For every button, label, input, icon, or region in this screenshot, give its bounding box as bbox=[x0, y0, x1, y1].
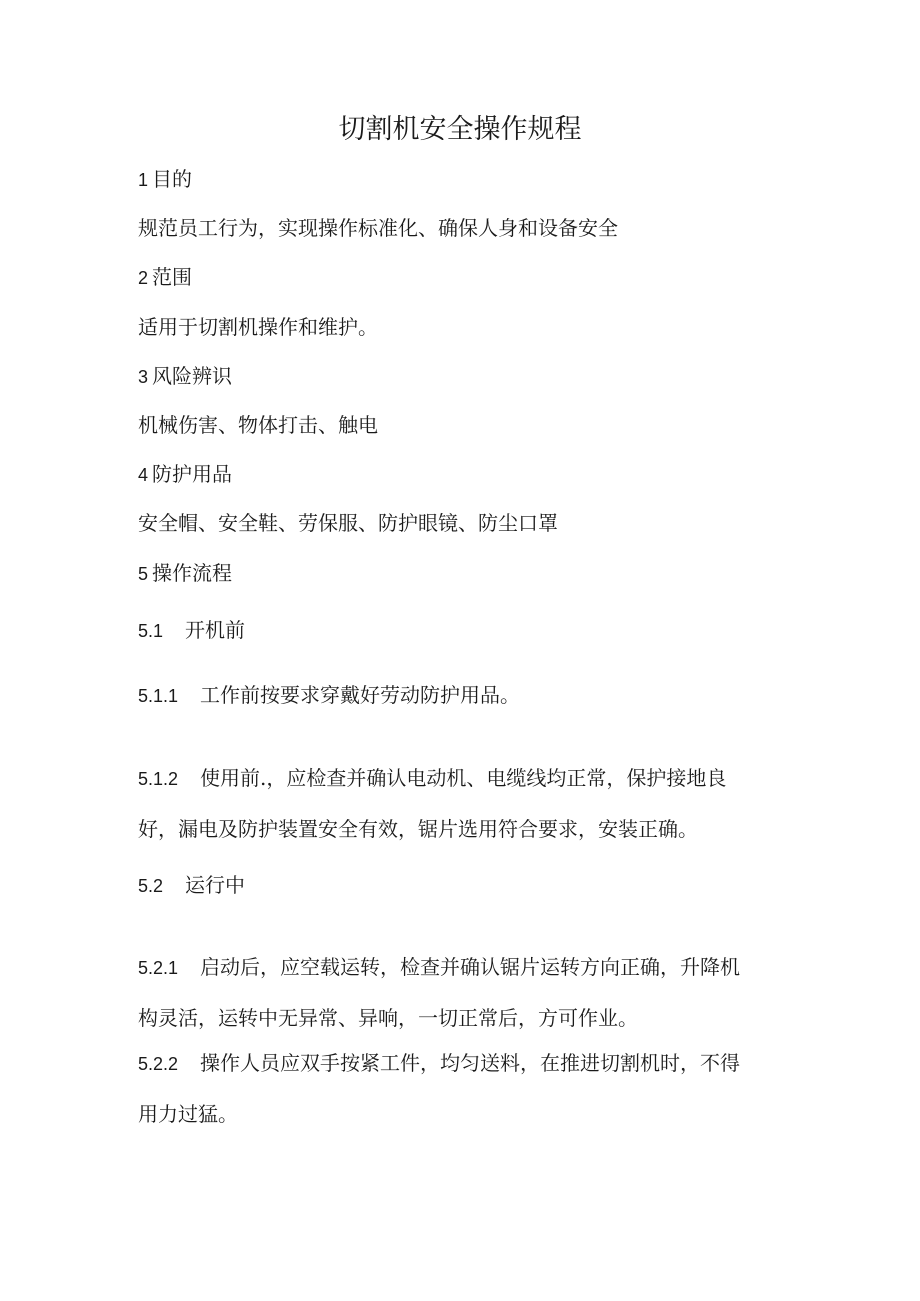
clause-5-2-1 bbox=[138, 942, 788, 1043]
clause-line: 构灵活，运转中无异常、异响，一切正常后，方可作业。 bbox=[138, 1006, 638, 1030]
clause-5-2-2 bbox=[138, 1038, 788, 1139]
clause-line: 用力过猛。 bbox=[138, 1102, 238, 1126]
section-number: 1 bbox=[138, 170, 149, 190]
subsection-5-2-heading bbox=[138, 870, 788, 901]
clause-line bbox=[138, 942, 788, 993]
section-4-heading bbox=[138, 459, 788, 490]
section-1-heading bbox=[138, 164, 788, 195]
section-3-body: 机械伤害、物体打击、触电 bbox=[138, 413, 378, 437]
section-1-body: 规范员工行为，实现操作标准化、确保人身和设备安全 bbox=[138, 216, 618, 240]
clause-number: 5.2.1 bbox=[138, 958, 179, 978]
clause-5-1-2 bbox=[138, 753, 788, 854]
section-2-body: 适用于切割机操作和维护。 bbox=[138, 315, 378, 339]
section-4-body: 安全帽、安全鞋、劳保服、防护眼镜、防尘口罩 bbox=[138, 511, 558, 535]
section-number: 4 bbox=[138, 465, 149, 485]
clause-line: 好，漏电及防护装置安全有效，锯片选用符合要求，安装正确。 bbox=[138, 817, 698, 841]
section-title: 风险辨识 bbox=[152, 364, 233, 388]
section-title: 操作流程 bbox=[152, 561, 233, 585]
clause-number: 5.1.1 bbox=[138, 686, 179, 706]
clause-line bbox=[138, 753, 788, 804]
section-3-heading bbox=[138, 361, 788, 392]
section-title: 运行中 bbox=[185, 873, 246, 897]
clause-number: 5.1.2 bbox=[138, 769, 179, 789]
subsection-5-1-heading bbox=[138, 615, 788, 646]
clause-text: 操作人员应双手按紧工件，均匀送料，在推进切割机时，不得 bbox=[200, 1051, 741, 1075]
section-number: 5.2 bbox=[138, 876, 164, 896]
section-title: 防护用品 bbox=[152, 462, 233, 486]
section-number: 3 bbox=[138, 367, 149, 387]
clause-number: 5.2.2 bbox=[138, 1054, 179, 1074]
section-number: 5.1 bbox=[138, 621, 164, 641]
document-title: 切割机安全操作规程 bbox=[338, 114, 582, 145]
section-title: 目的 bbox=[152, 167, 193, 191]
clause-text: 启动后，应空载运转，检查并确认锯片运转方向正确，升降机 bbox=[200, 955, 741, 979]
clause-text: 工作前按要求穿戴好劳动防护用品。 bbox=[200, 683, 521, 707]
clause-line bbox=[138, 1038, 788, 1089]
section-2-heading bbox=[138, 262, 788, 293]
clause-text: 使用前.，应检查并确认电动机、电缆线均正常，保护接地良 bbox=[200, 766, 727, 790]
section-5-heading bbox=[138, 558, 788, 589]
section-number: 2 bbox=[138, 268, 149, 288]
clause-5-1-1 bbox=[138, 680, 788, 711]
section-title: 范围 bbox=[152, 265, 193, 289]
section-title: 开机前 bbox=[185, 618, 246, 642]
section-number: 5 bbox=[138, 564, 149, 584]
